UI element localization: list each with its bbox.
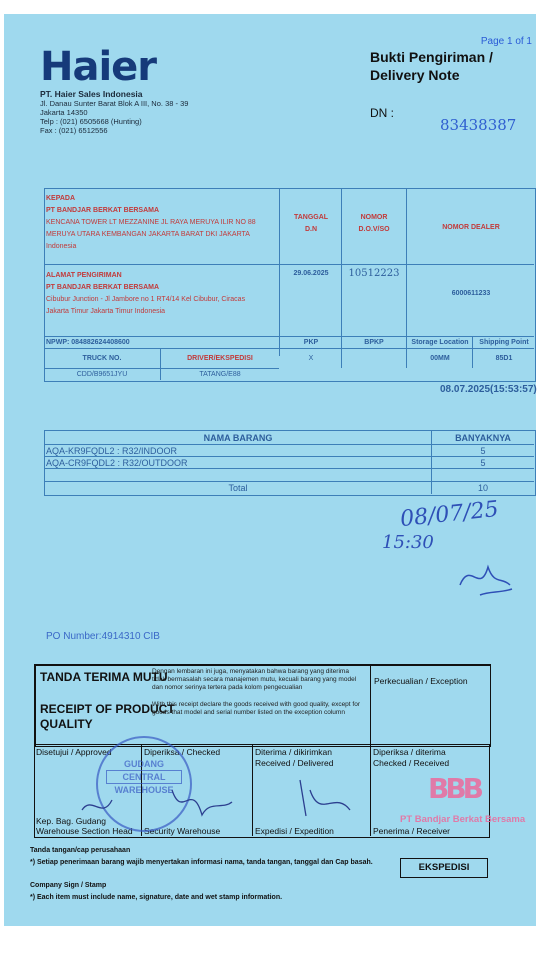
item-row-2-name: AQA-CR9FQDL2 : R32/OUTDOOR xyxy=(46,458,188,468)
storage-location-label: Storage Location xyxy=(411,339,469,346)
company-fax: Fax : (021) 6512556 xyxy=(40,126,108,135)
haier-logo: Haier xyxy=(40,44,157,90)
bpkp-label: BPKP xyxy=(364,339,384,346)
shipping-address-1: Cibubur Junction - Jl Jambore no 1 RT4/14 Kel Cibubur, Ciracas xyxy=(46,296,246,303)
sig-expedition-role: Expedisi / Expedition xyxy=(255,826,334,836)
sig-checked-label: Diperiksa / Checked xyxy=(144,747,221,757)
po-number: PO Number:4914310 CIB xyxy=(46,631,160,642)
nomor-header xyxy=(343,212,405,236)
driver-value: TATANG/E88 xyxy=(199,371,241,378)
item-row-2-qty: 5 xyxy=(480,458,486,468)
sig-receiver-role: Penerima / Receiver xyxy=(373,826,451,836)
shipping-point-value: 85D1 xyxy=(495,355,513,362)
nomor-value: 10512223 xyxy=(348,268,400,279)
tanda-terima-label: TANDA TERIMA MUTU xyxy=(40,670,168,684)
signature-scribbles xyxy=(72,780,252,830)
storage-location-value: 00MM xyxy=(430,355,450,362)
recipient-address-2: MERUYA UTARA KEMBANGAN JAKARTA BARAT DKI JAKARTA xyxy=(46,231,250,238)
document-title xyxy=(370,48,493,84)
sig-delivered-line-2: Received / Delivered xyxy=(255,758,334,768)
items-total-value: 10 xyxy=(477,483,488,493)
pkp-label: PKP xyxy=(303,339,319,346)
shipping-address-2: Jakarta Timur Jakarta Timur Indonesia xyxy=(46,308,166,315)
items-total-label: Total xyxy=(228,483,248,493)
pkp-value: X xyxy=(308,355,314,362)
npwp: NPWP: 084882624408600 xyxy=(46,339,130,346)
handwritten-time: 15:30 xyxy=(382,532,434,553)
stamp-line-1: GUDANG xyxy=(124,759,164,769)
items-col-name: NAMA BARANG xyxy=(203,433,273,443)
doc-title-line-2: Delivery Note xyxy=(370,67,460,83)
sig-delivered-label xyxy=(255,747,333,769)
notes-id xyxy=(30,845,373,869)
ekspedisi-box: EKSPEDISI xyxy=(400,858,488,878)
sig-received-label xyxy=(373,747,449,769)
tanggal-label: TANGGAL xyxy=(293,214,329,221)
items-col-qty: BANYAKNYA xyxy=(455,433,511,443)
notes-en xyxy=(30,880,282,904)
company-phone: Telp : (021) 6505668 (Hunting) xyxy=(40,117,142,126)
tanggal-header xyxy=(282,212,340,236)
sig-approved-label: Disetujui / Approved xyxy=(36,747,112,757)
company-address-2: Jakarta 14350 xyxy=(40,108,88,117)
nomor-dealer-header: NOMOR DEALER xyxy=(442,224,500,231)
sig-checked-role: Security Warehouse xyxy=(144,826,221,836)
tanggal-sub: D.N xyxy=(304,226,318,233)
recipient-block xyxy=(46,193,276,253)
receipt-label-1: RECEIPT OF PRODUCT xyxy=(40,702,175,716)
item-row-1-qty: 5 xyxy=(480,446,486,456)
recipient-label: KEPADA xyxy=(46,195,76,202)
notes-line-2: *) Setiap penerimaan barang wajib menyertakan informasi nama, tanda tangan, tanggal dan Cap basah. xyxy=(30,859,373,866)
dn-label: DN : xyxy=(370,106,394,120)
sig-delivered-line-1: Diterima / dikirimkan xyxy=(255,747,332,757)
company-name: PT. Haier Sales Indonesia xyxy=(40,89,143,99)
recipient-name: PT BANDJAR BERKAT BERSAMA xyxy=(46,207,160,214)
shipping-point-label: Shipping Point xyxy=(479,339,529,346)
tanggal-value: 29.06.2025 xyxy=(293,270,329,277)
notes-line-4: *) Each item must include name, signature, date and wet stamp information. xyxy=(30,894,283,901)
receiver-stamp-logo: BBB xyxy=(428,772,481,805)
notes-line-3: Company Sign / Stamp xyxy=(30,882,107,889)
recipient-address-3: Indonesia xyxy=(46,243,77,250)
shipping-label: ALAMAT PENGIRIMAN xyxy=(46,272,122,279)
stamp-line-3: WAREHOUSE xyxy=(114,785,174,795)
sig-approved-title: Kep. Bag. Gudang xyxy=(36,816,106,826)
nomor-sub: D.O.V/SO xyxy=(358,226,390,233)
doc-title-line-1: Bukti Pengiriman / xyxy=(370,49,493,65)
company-address-1: Jl. Danau Sunter Barat Blok A III, No. 38 - 39 xyxy=(40,99,189,108)
sig-approved-role: Warehouse Section Head xyxy=(36,826,133,836)
stamp-line-2: CENTRAL xyxy=(106,770,182,784)
driver-label: DRIVER/EKSPEDISI xyxy=(187,355,253,362)
dn-number: 83438387 xyxy=(440,116,517,134)
page-number: Page 1 of 1 xyxy=(480,36,532,47)
sig-received-line-1: Diperiksa / diterima xyxy=(373,747,446,757)
recipient-address-1: KENCANA TOWER LT MEZZANINE JL RAYA MERUYA ILIR NO 88 xyxy=(46,219,256,226)
receiver-stamp-text: PT Bandjar Berkat Bersama xyxy=(400,814,526,825)
nomor-label: NOMOR xyxy=(360,214,388,221)
receipt-label-2: QUALITY xyxy=(40,717,93,731)
sig-received-line-2: Checked / Received xyxy=(373,758,450,768)
item-row-1-name: AQA-KR9FQDL2 : R32/INDOOR xyxy=(46,446,178,456)
expedition-signature xyxy=(280,770,370,826)
truck-label: TRUCK NO. xyxy=(82,355,122,362)
print-timestamp: 08.07.2025(15:53:57) xyxy=(440,384,537,395)
company-block xyxy=(40,90,188,135)
handwritten-signature xyxy=(450,555,520,605)
shipping-name: PT BANDJAR BERKAT BERSAMA xyxy=(46,284,160,291)
handwritten-date: 08/07/25 xyxy=(398,496,500,533)
nomor-dealer-value: 6000611233 xyxy=(451,290,491,297)
exception-label: Perkecualian / Exception xyxy=(374,676,468,686)
receipt-text: With this receipt declare the goods received with good quality, except for goods that model and serial number listed on the exception column xyxy=(152,701,360,716)
tanda-terima-text: Dengan lembaran ini juga, menyatakan bahwa barang yang diterima tidak bermasalah secara manajemen mutu, kecuali barang yang model dan nomor serinya tertera pada kolom pengecualian xyxy=(152,668,357,691)
truck-value: CDD/B9651JYU xyxy=(76,371,128,378)
shipping-block xyxy=(46,270,278,318)
notes-line-1: Tanda tangan/cap perusahaan xyxy=(30,847,131,854)
